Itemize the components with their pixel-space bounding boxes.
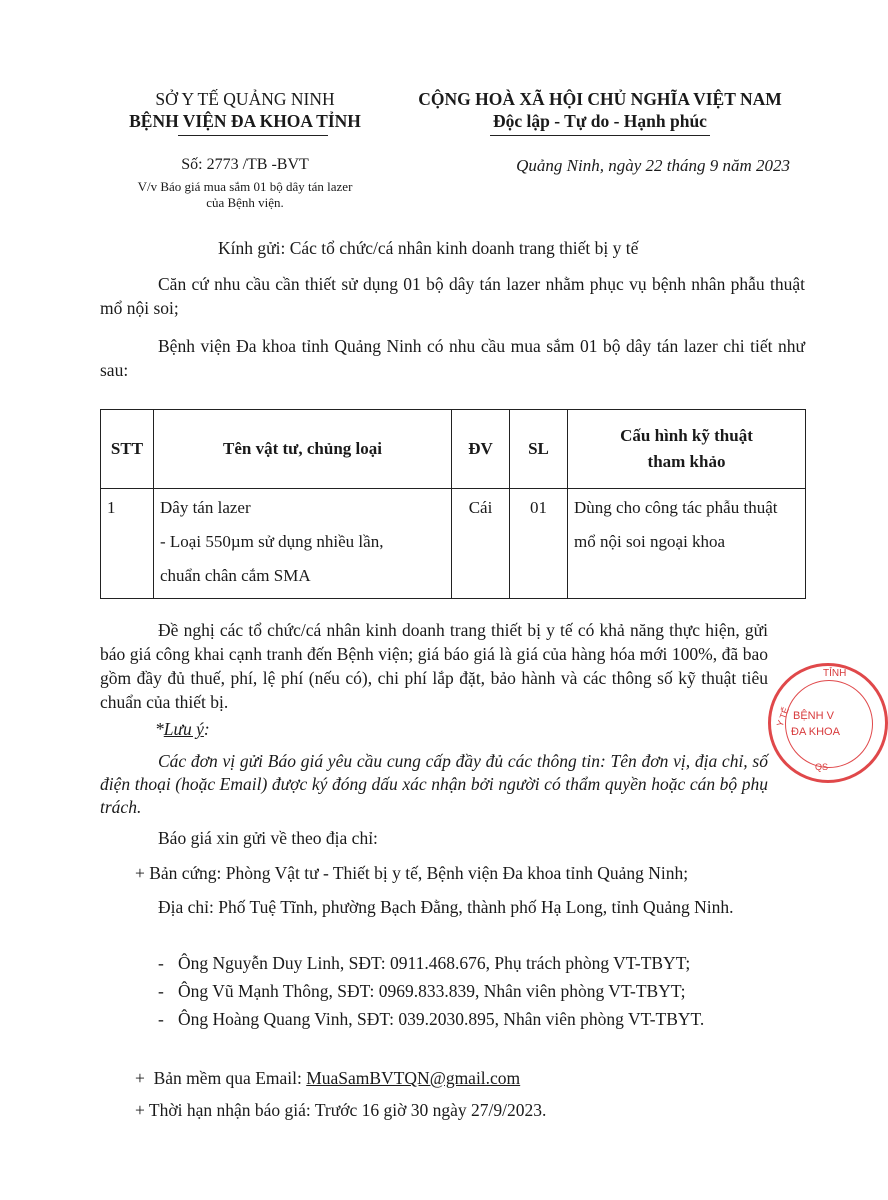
cell-spec: Dùng cho công tác phẫu thuật mổ nội soi ngoại khoa [568,489,806,599]
hospital-underline [178,135,328,136]
place-date: Quảng Ninh, ngày 22 tháng 9 năm 2023 [516,156,790,175]
note-text: Các đơn vị gửi Báo giá yêu cầu cung cấp đầy đủ các thông tin: Tên đơn vị, địa chỉ, số điện thoại (hoặc Email) được ký đóng dấu xác nhận bởi người có thẩm quyền hoặc cán bộ phụ trách. [100,751,768,817]
send-to-line: Báo giá xin gửi về theo địa chỉ: [158,828,378,848]
stamp-text-line1: BỆNH V [793,710,834,722]
stamp-text-bottom: QS [815,762,829,772]
paragraph-request: Bệnh viện Đa khoa tỉnh Quảng Ninh có nhu cầu mua sắm 01 bộ dây tán lazer chi tiết như sau: [100,336,805,380]
header-spec: Cấu hình kỹ thuật tham khảo [568,410,806,489]
hospital-stamp [768,663,888,783]
cell-stt: 1 [101,489,154,599]
cell-quantity: 01 [510,489,568,599]
item-connector: chuẩn chân cắm SMA [160,566,311,585]
note-label: Lưu ý [163,719,204,739]
subject-line-2: của Bệnh viện. [206,195,284,210]
motto-underline [490,135,710,136]
note-heading: *Lưu ý: [155,719,210,739]
hardcopy-line: + Bản cứng: Phòng Vật tư - Thiết bị y tế, Bệnh viện Đa khoa tỉnh Quảng Ninh; [135,863,689,883]
cell-unit: Cái [452,489,510,599]
document-number: Số: 2773 /TB -BVT [181,156,309,173]
table-row [101,489,806,599]
contact-3: - Ông Hoàng Quang Vinh, SĐT: 039.2030.895, Nhân viên phòng VT-TBYT. [158,1009,705,1029]
paragraph-need: Căn cứ nhu cầu cần thiết sử dụng 01 bộ dây tán lazer nhằm phục vụ bệnh nhân phẫu thuật mổ nội soi; [100,274,805,318]
recipient-line: Kính gửi: Các tổ chức/cá nhân kinh doanh trang thiết bị y tế [218,238,639,258]
national-motto: Độc lập - Tự do - Hạnh phúc [493,111,707,131]
header-quantity: SL [510,410,568,489]
country-name: CỘNG HOÀ XÃ HỘI CHỦ NGHĨA VIỆT NAM [418,89,782,109]
contact-dash: - [158,981,164,1001]
softcopy-line [135,1066,520,1090]
issuing-agency: SỞ Y TẾ QUẢNG NINH [155,89,335,109]
contact-1: - Ông Nguyễn Duy Linh, SĐT: 0911.468.676, Phụ trách phòng VT-TBYT; [158,953,691,973]
item-variant: - Loại 550µm sử dụng nhiều lần, [160,532,384,551]
softcopy-label: + Bản mềm qua Email: [135,1068,307,1088]
item-name: Dây tán lazer [160,498,251,517]
subject-line-1: V/v Báo giá mua sắm 01 bộ dây tán lazer [137,179,353,194]
stamp-text-top: TỈNH [823,668,847,679]
cell-item-name [154,489,452,599]
email-link[interactable]: MuaSamBVTQN@gmail.com [306,1068,521,1088]
contact-2: - Ông Vũ Mạnh Thông, SĐT: 0969.833.839, Nhân viên phòng VT-TBYT; [158,981,686,1001]
paragraph-proposal: Đề nghị các tổ chức/cá nhân kinh doanh trang thiết bị y tế có khả năng thực hiện, gửi báo giá công khai cạnh tranh đến Bệnh viện; giá báo giá là giá của hàng hóa mới 100%, đã bao gồm đầy đủ thuế, phí, lệ phí (nếu có), chi phí lắp đặt, bảo hành và các thông số kỹ thuật tiêu chuẩn của thiết bị. [100,620,768,712]
deadline-line: + Thời hạn nhận báo giá: Trước 16 giờ 30 ngày 27/9/2023. [135,1100,547,1120]
contact-dash: - [158,953,164,973]
address-line: Địa chỉ: Phố Tuệ Tĩnh, phường Bạch Đằng, thành phố Hạ Long, tỉnh Quảng Ninh. [158,897,734,917]
stamp-inner-ring [785,680,873,768]
items-table [100,409,806,599]
header-item-name: Tên vật tư, chủng loại [154,410,452,489]
contact-dash: - [158,1009,164,1029]
stamp-text-line2: ĐA KHOA [791,726,840,738]
stamp-text-left: Y TẾ [774,706,791,728]
header-unit: ĐV [452,410,510,489]
header-stt: STT [101,410,154,489]
table-header-row [101,410,806,489]
hospital-name: BỆNH VIỆN ĐA KHOA TỈNH [129,111,361,131]
